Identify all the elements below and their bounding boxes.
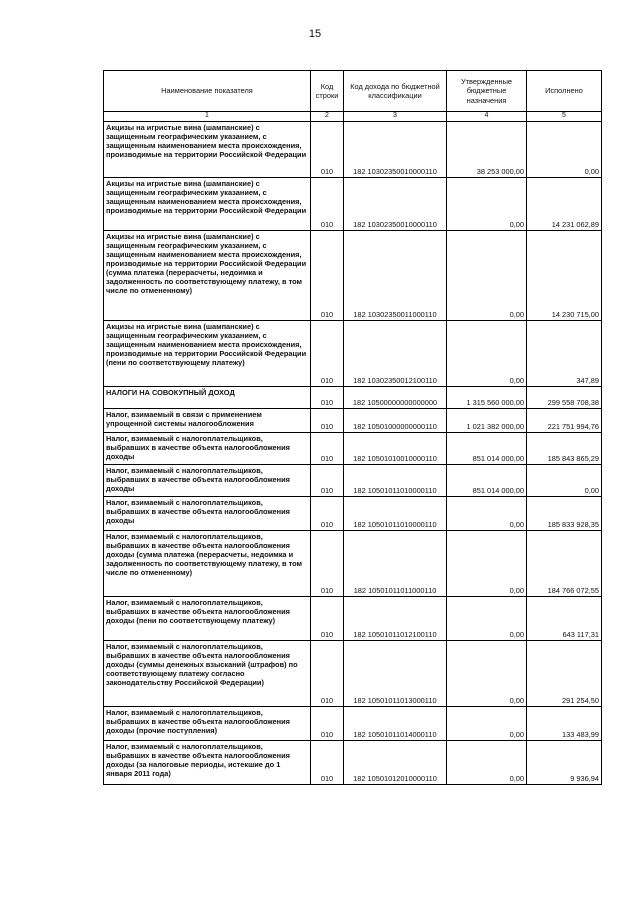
- row-approved: 0,00: [447, 706, 527, 740]
- row-code: 010: [311, 121, 344, 177]
- row-name: Акцизы на игристые вина (шампанские) с защищенным географическим указанием, с защищенным наименованием места происхождения, производимые на территории Российской Федерации: [104, 121, 311, 177]
- header-executed: Исполнено: [527, 71, 602, 112]
- row-name: Акцизы на игристые вина (шампанские) с защищенным географическим указанием, с защищенным наименованием места происхождения, производимые на территории Российской Федерации (сумма платежа (перерасчеты, недоимка и задолженность по соответствующему платежу, в том числе по отмененному): [104, 230, 311, 320]
- row-kbk: 182 10501011014000110: [344, 706, 447, 740]
- row-approved: 851 014 000,00: [447, 432, 527, 464]
- table-row: [104, 496, 602, 530]
- table-row: [104, 706, 602, 740]
- table-row: [104, 432, 602, 464]
- row-approved: 1 021 382 000,00: [447, 408, 527, 432]
- row-approved: 1 315 560 000,00: [447, 386, 527, 408]
- row-executed: 0,00: [527, 121, 602, 177]
- row-kbk: 182 10501012010000110: [344, 740, 447, 784]
- row-name: Налог, взимаемый с налогоплательщиков, выбравших в качестве объекта налогообложения доходы (сумма платежа (перерасчеты, недоимка и задолженность по соответствующему платежу, в том числе по отмененному): [104, 530, 311, 596]
- row-name: Акцизы на игристые вина (шампанские) с защищенным географическим указанием, с защищенным наименованием места происхождения, производимые на территории Российской Федерации: [104, 177, 311, 230]
- table-row: [104, 121, 602, 177]
- row-name: Налог, взимаемый с налогоплательщиков, выбравших в качестве объекта налогообложения доходы: [104, 432, 311, 464]
- row-code: 010: [311, 640, 344, 706]
- row-code: 010: [311, 496, 344, 530]
- row-kbk: 182 10302350010000110: [344, 121, 447, 177]
- table-row: [104, 320, 602, 386]
- row-executed: 133 483,99: [527, 706, 602, 740]
- header-indicator-name: Наименование показателя: [104, 71, 311, 112]
- row-approved: 0,00: [447, 496, 527, 530]
- row-approved: 38 253 000,00: [447, 121, 527, 177]
- column-number: 5: [527, 112, 602, 122]
- row-approved: 0,00: [447, 530, 527, 596]
- row-name: Налог, взимаемый с налогоплательщиков, выбравших в качестве объекта налогообложения доходы (за налоговые периоды, истекшие до 1 января 2011 года): [104, 740, 311, 784]
- row-kbk: 182 10501011011000110: [344, 530, 447, 596]
- row-code: 010: [311, 320, 344, 386]
- row-approved: 0,00: [447, 640, 527, 706]
- row-approved: 0,00: [447, 596, 527, 640]
- header-row: [104, 71, 602, 112]
- row-approved: 851 014 000,00: [447, 464, 527, 496]
- row-kbk: 182 10302350012100110: [344, 320, 447, 386]
- row-name: Налог, взимаемый с налогоплательщиков, выбравших в качестве объекта налогообложения доходы: [104, 496, 311, 530]
- column-number: 4: [447, 112, 527, 122]
- row-name: НАЛОГИ НА СОВОКУПНЫЙ ДОХОД: [104, 386, 311, 408]
- row-kbk: 182 10500000000000000: [344, 386, 447, 408]
- row-name: Налог, взимаемый с налогоплательщиков, выбравших в качестве объекта налогообложения доходы (суммы денежных взысканий (штрафов) по соответствующему платежу согласно законодательству Российской Федерации): [104, 640, 311, 706]
- row-name: Акцизы на игристые вина (шампанские) с защищенным географическим указанием, с защищенным наименованием места происхождения, производимые на территории Российской Федерации (пени по соответствующему платежу): [104, 320, 311, 386]
- row-code: 010: [311, 464, 344, 496]
- row-approved: 0,00: [447, 740, 527, 784]
- row-executed: 14 230 715,00: [527, 230, 602, 320]
- row-kbk: 182 10302350011000110: [344, 230, 447, 320]
- table-row: [104, 596, 602, 640]
- table-row: [104, 408, 602, 432]
- row-executed: 347,89: [527, 320, 602, 386]
- row-executed: 185 843 865,29: [527, 432, 602, 464]
- row-executed: 14 231 062,89: [527, 177, 602, 230]
- row-name: Налог, взимаемый в связи с применением упрощенной системы налогообложения: [104, 408, 311, 432]
- row-kbk: 182 10501011010000110: [344, 464, 447, 496]
- row-code: 010: [311, 530, 344, 596]
- table-row: [104, 740, 602, 784]
- column-number: 2: [311, 112, 344, 122]
- row-executed: 184 766 072,55: [527, 530, 602, 596]
- table-row: [104, 177, 602, 230]
- row-code: 010: [311, 740, 344, 784]
- column-number: 3: [344, 112, 447, 122]
- row-kbk: 182 10501000000000110: [344, 408, 447, 432]
- row-kbk: 182 10501011013000110: [344, 640, 447, 706]
- table-row: [104, 640, 602, 706]
- row-kbk: 182 10501011012100110: [344, 596, 447, 640]
- column-number: 1: [104, 112, 311, 122]
- report-table: [103, 70, 602, 785]
- table-row: [104, 530, 602, 596]
- row-executed: 299 558 708,38: [527, 386, 602, 408]
- row-code: 010: [311, 177, 344, 230]
- row-approved: 0,00: [447, 320, 527, 386]
- row-executed: 9 936,94: [527, 740, 602, 784]
- table-row: [104, 464, 602, 496]
- row-code: 010: [311, 432, 344, 464]
- row-executed: 643 117,31: [527, 596, 602, 640]
- row-name: Налог, взимаемый с налогоплательщиков, выбравших в качестве объекта налогообложения доходы: [104, 464, 311, 496]
- row-code: 010: [311, 706, 344, 740]
- row-executed: 185 833 928,35: [527, 496, 602, 530]
- header-income-code: Код дохода по бюджетной классификации: [344, 71, 447, 112]
- table-row: [104, 230, 602, 320]
- page-number: 15: [308, 28, 322, 40]
- row-code: 010: [311, 230, 344, 320]
- table-row: [104, 386, 602, 408]
- row-executed: 291 254,50: [527, 640, 602, 706]
- column-number-row: [104, 112, 602, 122]
- row-kbk: 182 10501011010000110: [344, 496, 447, 530]
- row-executed: 0,00: [527, 464, 602, 496]
- row-executed: 221 751 994,76: [527, 408, 602, 432]
- row-kbk: 182 10302350010000110: [344, 177, 447, 230]
- row-name: Налог, взимаемый с налогоплательщиков, выбравших в качестве объекта налогообложения доходы (прочие поступления): [104, 706, 311, 740]
- row-kbk: 182 10501010010000110: [344, 432, 447, 464]
- row-approved: 0,00: [447, 230, 527, 320]
- header-line-code: Код строки: [311, 71, 344, 112]
- row-code: 010: [311, 386, 344, 408]
- row-name: Налог, взимаемый с налогоплательщиков, выбравших в качестве объекта налогообложения доходы (пени по соответствующему платежу): [104, 596, 311, 640]
- row-approved: 0,00: [447, 177, 527, 230]
- row-code: 010: [311, 408, 344, 432]
- row-code: 010: [311, 596, 344, 640]
- header-approved: Утвержденные бюджетные назначения: [447, 71, 527, 112]
